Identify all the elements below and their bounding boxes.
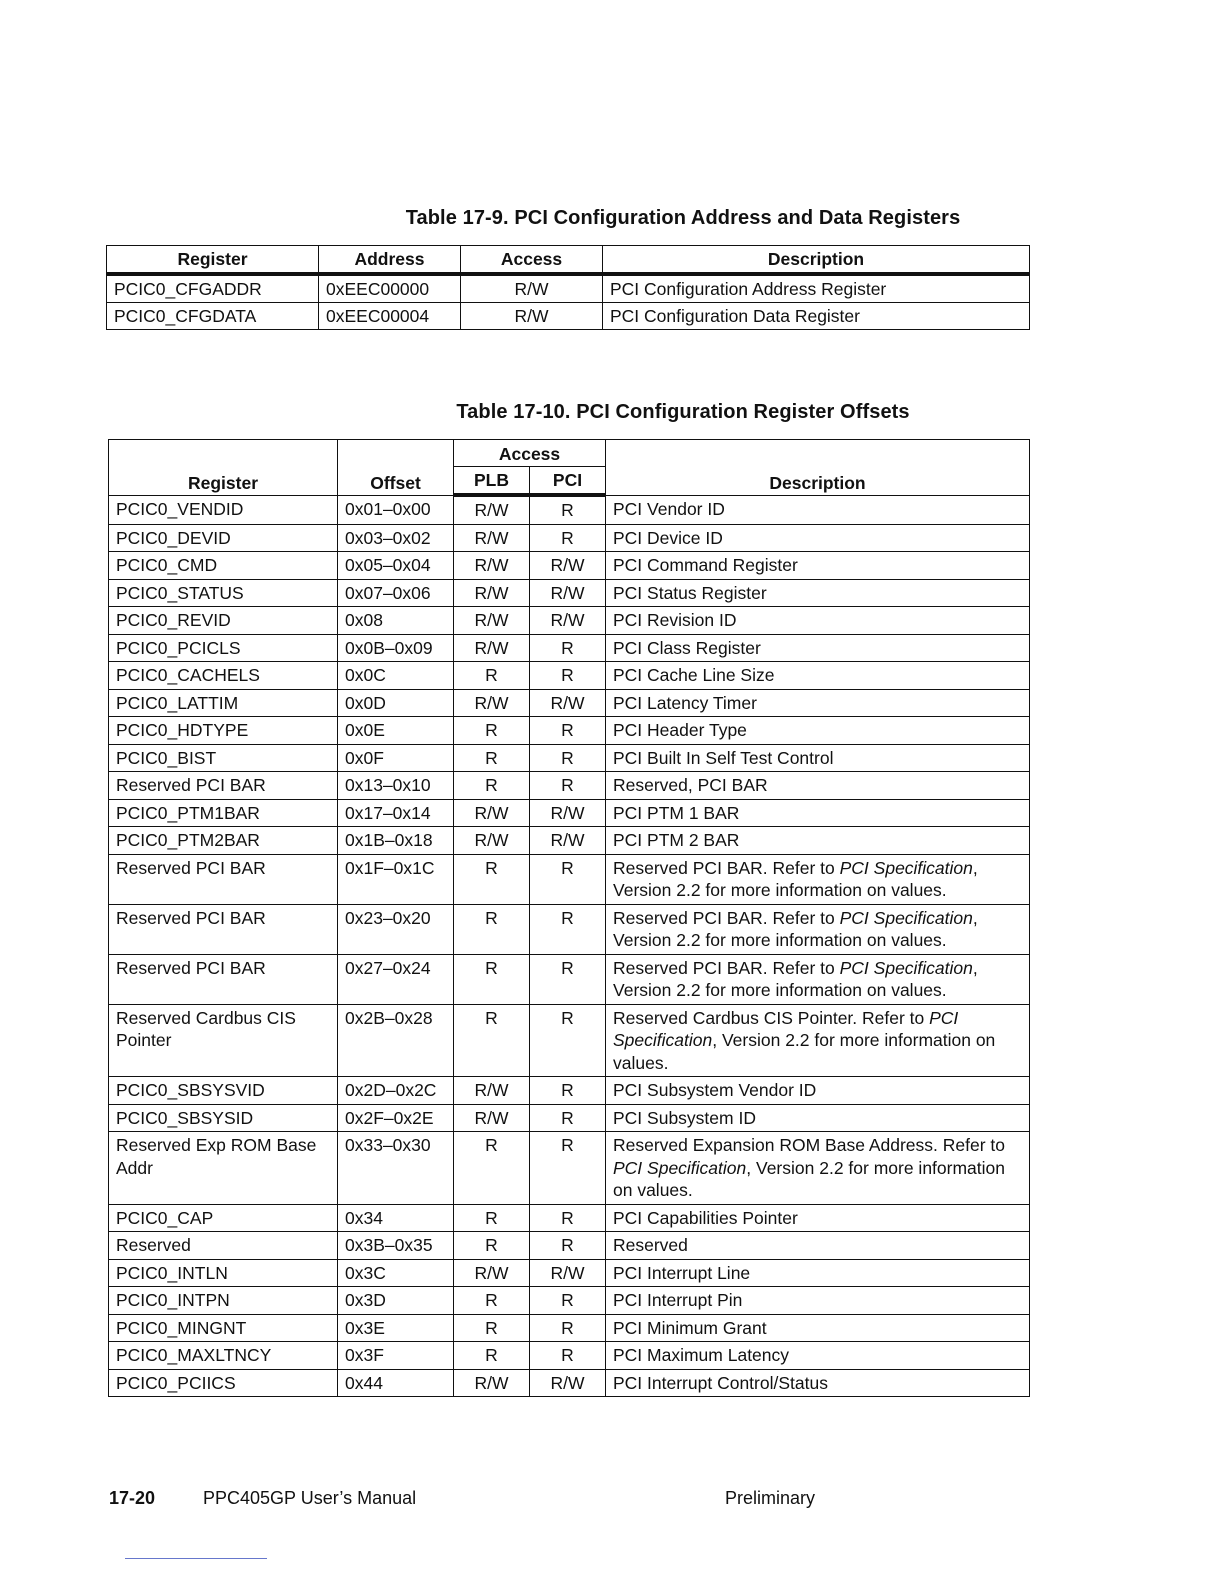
offset-cell: 0x34 <box>338 1204 454 1232</box>
table-row <box>109 717 1030 745</box>
pci-access-cell: R <box>530 1287 606 1315</box>
table-row <box>109 1004 1030 1077</box>
register-cell: PCIC0_PCICLS <box>109 634 338 662</box>
pci-access-cell: R <box>530 904 606 954</box>
table-row <box>109 1077 1030 1105</box>
description-cell: Reserved, PCI BAR <box>606 772 1030 800</box>
table-header-row <box>107 246 1030 275</box>
access-cell: R/W <box>461 303 603 330</box>
pci-access-cell: R <box>530 744 606 772</box>
table-row <box>109 1232 1030 1260</box>
pci-access-cell: R <box>530 954 606 1004</box>
register-cell: PCIC0_MINGNT <box>109 1314 338 1342</box>
register-cell: PCIC0_CACHELS <box>109 662 338 690</box>
description-cell: PCI Subsystem ID <box>606 1104 1030 1132</box>
description-cell: PCI Latency Timer <box>606 689 1030 717</box>
register-cell: PCIC0_SBSYSID <box>109 1104 338 1132</box>
table-row <box>109 827 1030 855</box>
register-cell: PCIC0_INTLN <box>109 1259 338 1287</box>
register-cell: PCIC0_CFGADDR <box>107 274 319 303</box>
description-cell: PCI Interrupt Pin <box>606 1287 1030 1315</box>
register-cell: Reserved PCI BAR <box>109 854 338 904</box>
plb-access-cell: R <box>454 744 530 772</box>
register-cell: PCIC0_CFGDATA <box>107 303 319 330</box>
description-cell: PCI Vendor ID <box>606 495 1030 524</box>
table-row <box>109 904 1030 954</box>
table-row <box>109 1369 1030 1397</box>
offset-cell: 0x1B–0x18 <box>338 827 454 855</box>
column-header-access: Access <box>454 440 606 467</box>
offset-cell: 0x13–0x10 <box>338 772 454 800</box>
plb-access-cell: R <box>454 1132 530 1205</box>
plb-access-cell: R <box>454 1287 530 1315</box>
plb-access-cell: R/W <box>454 1259 530 1287</box>
plb-access-cell: R/W <box>454 689 530 717</box>
pci-access-cell: R/W <box>530 827 606 855</box>
pci-access-cell: R <box>530 524 606 552</box>
plb-access-cell: R <box>454 1314 530 1342</box>
register-cell: PCIC0_PTM1BAR <box>109 799 338 827</box>
plb-access-cell: R/W <box>454 827 530 855</box>
table-17-9-caption: Table 17-9. PCI Configuration Address and Data Registers <box>405 207 961 229</box>
offset-cell: 0x05–0x04 <box>338 552 454 580</box>
description-cell: PCI Interrupt Line <box>606 1259 1030 1287</box>
description-cell: PCI Status Register <box>606 579 1030 607</box>
table-row <box>109 1104 1030 1132</box>
plb-access-cell: R <box>454 1342 530 1370</box>
access-cell: R/W <box>461 274 603 303</box>
plb-access-cell: R/W <box>454 552 530 580</box>
table-row <box>109 1259 1030 1287</box>
column-header-plb: PLB <box>454 467 530 496</box>
table-row <box>109 634 1030 662</box>
pci-config-address-data-table <box>106 245 1030 330</box>
description-cell: PCI Interrupt Control/Status <box>606 1369 1030 1397</box>
table-row <box>109 662 1030 690</box>
description-cell: PCI Capabilities Pointer <box>606 1204 1030 1232</box>
pci-access-cell: R/W <box>530 1369 606 1397</box>
register-cell: Reserved PCI BAR <box>109 772 338 800</box>
spec-reference: PCI Specification <box>839 907 973 928</box>
description-cell: PCI Command Register <box>606 552 1030 580</box>
offset-cell: 0x3C <box>338 1259 454 1287</box>
register-cell: PCIC0_VENDID <box>109 495 338 524</box>
table-row <box>109 689 1030 717</box>
description-cell: PCI Minimum Grant <box>606 1314 1030 1342</box>
address-cell: 0xEEC00004 <box>319 303 461 330</box>
table-row <box>109 772 1030 800</box>
table-row <box>109 1287 1030 1315</box>
register-cell: PCIC0_INTPN <box>109 1287 338 1315</box>
table-row <box>109 744 1030 772</box>
description-cell: PCI PTM 2 BAR <box>606 827 1030 855</box>
plb-access-cell: R/W <box>454 1077 530 1105</box>
pci-access-cell: R/W <box>530 689 606 717</box>
register-cell: PCIC0_REVID <box>109 607 338 635</box>
pci-access-cell: R/W <box>530 1259 606 1287</box>
register-cell: PCIC0_CAP <box>109 1204 338 1232</box>
plb-access-cell: R <box>454 1004 530 1077</box>
table-row <box>109 579 1030 607</box>
register-cell: PCIC0_STATUS <box>109 579 338 607</box>
description-cell: PCI Revision ID <box>606 607 1030 635</box>
plb-access-cell: R <box>454 1232 530 1260</box>
register-cell: PCIC0_PCIICS <box>109 1369 338 1397</box>
offset-cell: 0x2F–0x2E <box>338 1104 454 1132</box>
column-header-description: Description <box>603 246 1030 275</box>
pci-access-cell: R <box>530 662 606 690</box>
pci-config-register-offsets-table <box>108 439 1030 1397</box>
register-cell: Reserved Exp ROM Base Addr <box>109 1132 338 1205</box>
pci-access-cell: R <box>530 1132 606 1205</box>
column-header-access: Access <box>461 246 603 275</box>
plb-access-cell: R/W <box>454 579 530 607</box>
register-cell: Reserved PCI BAR <box>109 954 338 1004</box>
column-header-offset: Offset <box>338 440 454 496</box>
plb-access-cell: R/W <box>454 607 530 635</box>
description-cell: PCI Maximum Latency <box>606 1342 1030 1370</box>
offset-cell: 0x17–0x14 <box>338 799 454 827</box>
pci-access-cell: R <box>530 1204 606 1232</box>
offset-cell: 0x0B–0x09 <box>338 634 454 662</box>
offset-cell: 0x0F <box>338 744 454 772</box>
table-row <box>109 954 1030 1004</box>
plb-access-cell: R <box>454 717 530 745</box>
table-row <box>109 495 1030 524</box>
register-cell: PCIC0_BIST <box>109 744 338 772</box>
offset-cell: 0x33–0x30 <box>338 1132 454 1205</box>
offset-cell: 0x3B–0x35 <box>338 1232 454 1260</box>
column-header-pci: PCI <box>530 467 606 496</box>
spec-reference: PCI Specification <box>839 957 973 978</box>
table-17-10-caption: Table 17-10. PCI Configuration Register Offsets <box>456 401 910 423</box>
offset-cell: 0x3D <box>338 1287 454 1315</box>
plb-access-cell: R/W <box>454 634 530 662</box>
plb-access-cell: R <box>454 772 530 800</box>
plb-access-cell: R <box>454 1204 530 1232</box>
register-cell: PCIC0_MAXLTNCY <box>109 1342 338 1370</box>
column-header-register: Register <box>107 246 319 275</box>
description-cell: Reserved Cardbus CIS Pointer. Refer to PCI Specification, Version 2.2 for more information on values. <box>606 1004 1030 1077</box>
pci-access-cell: R <box>530 772 606 800</box>
pci-access-cell: R <box>530 1004 606 1077</box>
offset-cell: 0x01–0x00 <box>338 495 454 524</box>
table-row <box>107 274 1030 303</box>
table-row <box>109 524 1030 552</box>
address-cell: 0xEEC00000 <box>319 274 461 303</box>
description-cell: Reserved <box>606 1232 1030 1260</box>
table-row <box>109 607 1030 635</box>
plb-access-cell: R <box>454 954 530 1004</box>
pci-access-cell: R <box>530 634 606 662</box>
plb-access-cell: R/W <box>454 1369 530 1397</box>
description-cell: Reserved PCI BAR. Refer to PCI Specification, Version 2.2 for more information on values. <box>606 954 1030 1004</box>
offset-cell: 0x0D <box>338 689 454 717</box>
pci-access-cell: R <box>530 1104 606 1132</box>
plb-access-cell: R/W <box>454 799 530 827</box>
table-row <box>109 1314 1030 1342</box>
register-cell: PCIC0_SBSYSVID <box>109 1077 338 1105</box>
column-header-description: Description <box>606 440 1030 496</box>
offset-cell: 0x3F <box>338 1342 454 1370</box>
pci-access-cell: R <box>530 1342 606 1370</box>
offset-cell: 0x3E <box>338 1314 454 1342</box>
register-cell: Reserved <box>109 1232 338 1260</box>
table-row <box>109 799 1030 827</box>
pci-access-cell: R <box>530 717 606 745</box>
description-cell: Reserved Expansion ROM Base Address. Refer to PCI Specification, Version 2.2 for more information on values. <box>606 1132 1030 1205</box>
pci-access-cell: R/W <box>530 607 606 635</box>
description-cell: PCI Device ID <box>606 524 1030 552</box>
plb-access-cell: R <box>454 904 530 954</box>
plb-access-cell: R/W <box>454 1104 530 1132</box>
table-row <box>109 1342 1030 1370</box>
offset-cell: 0x0C <box>338 662 454 690</box>
pci-access-cell: R <box>530 854 606 904</box>
offset-cell: 0x07–0x06 <box>338 579 454 607</box>
description-cell: PCI Configuration Data Register <box>603 303 1030 330</box>
table-row <box>109 552 1030 580</box>
pci-access-cell: R/W <box>530 799 606 827</box>
pci-access-cell: R/W <box>530 552 606 580</box>
pci-access-cell: R/W <box>530 579 606 607</box>
offset-cell: 0x08 <box>338 607 454 635</box>
table-header-row <box>109 440 1030 467</box>
description-cell: PCI Configuration Address Register <box>603 274 1030 303</box>
offset-cell: 0x03–0x02 <box>338 524 454 552</box>
description-cell: Reserved PCI BAR. Refer to PCI Specification, Version 2.2 for more information on values. <box>606 904 1030 954</box>
offset-cell: 0x23–0x20 <box>338 904 454 954</box>
offset-cell: 0x27–0x24 <box>338 954 454 1004</box>
description-cell: PCI Cache Line Size <box>606 662 1030 690</box>
offsets-table-body <box>109 495 1030 1397</box>
plb-access-cell: R/W <box>454 495 530 524</box>
plb-access-cell: R/W <box>454 524 530 552</box>
plb-access-cell: R <box>454 854 530 904</box>
register-cell: Reserved PCI BAR <box>109 904 338 954</box>
plb-access-cell: R <box>454 662 530 690</box>
register-cell: Reserved Cardbus CIS Pointer <box>109 1004 338 1077</box>
offset-cell: 0x44 <box>338 1369 454 1397</box>
table-row <box>109 854 1030 904</box>
register-cell: PCIC0_DEVID <box>109 524 338 552</box>
page-number: 17-20 <box>109 1488 156 1508</box>
spec-reference: PCI Specification <box>613 1007 959 1050</box>
register-cell: PCIC0_LATTIM <box>109 689 338 717</box>
offset-cell: 0x1F–0x1C <box>338 854 454 904</box>
table-row <box>109 1132 1030 1205</box>
manual-title: PPC405GP User’s Manual <box>203 1488 417 1508</box>
offset-cell: 0x2D–0x2C <box>338 1077 454 1105</box>
register-cell: PCIC0_PTM2BAR <box>109 827 338 855</box>
pci-access-cell: R <box>530 1232 606 1260</box>
table-row <box>107 303 1030 330</box>
description-cell: PCI Built In Self Test Control <box>606 744 1030 772</box>
offset-cell: 0x0E <box>338 717 454 745</box>
pci-access-cell: R <box>530 1314 606 1342</box>
description-cell: Reserved PCI BAR. Refer to PCI Specification, Version 2.2 for more information on values. <box>606 854 1030 904</box>
register-cell: PCIC0_CMD <box>109 552 338 580</box>
description-cell: PCI Subsystem Vendor ID <box>606 1077 1030 1105</box>
pci-access-cell: R <box>530 1077 606 1105</box>
register-cell: PCIC0_HDTYPE <box>109 717 338 745</box>
pci-access-cell: R <box>530 495 606 524</box>
column-header-register: Register <box>109 440 338 496</box>
spec-reference: PCI Specification <box>839 857 973 878</box>
document-status: Preliminary <box>725 1488 816 1508</box>
offset-cell: 0x2B–0x28 <box>338 1004 454 1077</box>
description-cell: PCI Class Register <box>606 634 1030 662</box>
spec-reference: PCI Specification <box>613 1157 747 1178</box>
footer-rule <box>125 1558 267 1559</box>
description-cell: PCI PTM 1 BAR <box>606 799 1030 827</box>
table-row <box>109 1204 1030 1232</box>
column-header-address: Address <box>319 246 461 275</box>
description-cell: PCI Header Type <box>606 717 1030 745</box>
